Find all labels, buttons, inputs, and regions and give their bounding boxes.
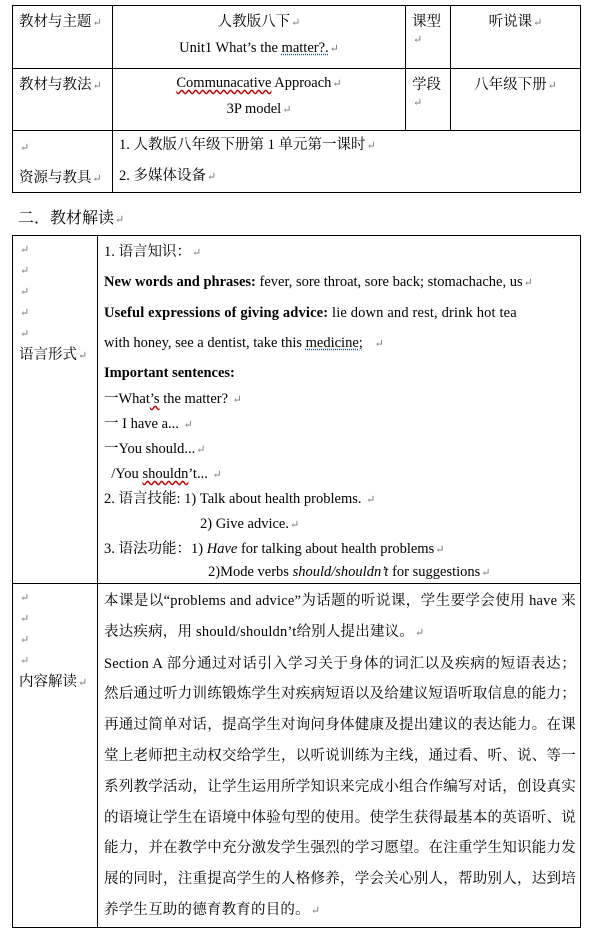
section-title: 二．教材解读↵ — [18, 210, 125, 227]
value-resources: 1. 人教版八年级下册第 1 单元第一课时↵ 2. 多媒体设备↵ — [113, 131, 581, 193]
label-language-form: ↵ ↵ ↵ ↵ ↵ 语言形式↵ — [13, 236, 98, 584]
content-language-form: 1. 语言知识：↵ New words and phrases: fever, sore throat, sore back; stomachache, us↵ Useful expressions of giving advice: lie down and rest, drink hot tea with honey, see a dentist, take this medicine; ↵ Important sentences: 一What’s the matter? ↵ 一 I have a... ↵ 一You should...↵ /You shouldn’t... ↵ 2. 语言技能: 1) Talk about health problems. ↵ 2) Give advice.↵ 3. 语法功能：1) Have for talking about health problems↵ 2)Mode verbs should/shouldn’t for suggestions↵ — [98, 236, 581, 584]
value-stage: 八年级下册↵ — [451, 69, 581, 131]
content-paragraph-2: Section A 部分通过对话引入学习关于身体的词汇以及疾病的短语表达；然后通过听力训练锻炼学生对疾病短语以及给建议短语听取信息的能力；再通过简单对话，提高学生对询问身体健康及提出建议的表达能力。在课堂上老师把主动权交给学生，以听说训练为主线，通过看、听、说、等一系列教学活动，让学生运用所学知识来完成小组合作编写对话，创设真实的语境让学生在语境中体验句型的使用。使学生获得最基本的英语听、说能力，并在教学中充分激发学生强烈的学习愿望。在注重学生知识能力发展的同时，注重提高学生的人格修养，学会关心别人，帮助别人，达到培养学生互助的德育教育的目的。↵ — [104, 655, 576, 918]
value-textbook-topic: 人教版八下↵ Unit1 What’s the matter?.↵ — [113, 6, 406, 69]
value-method: Communacative Approach↵ 3P model↵ — [113, 69, 406, 131]
label-resources: ↵ 资源与教具↵ — [13, 131, 113, 193]
label-stage: 学段↵ — [406, 69, 451, 131]
label-lesson-type: 课型↵ — [406, 6, 451, 69]
analysis-table — [12, 235, 581, 928]
content-analysis — [98, 584, 581, 928]
label-textbook-topic: 教材与主题↵ — [13, 6, 113, 69]
value-lesson-type: 听说课↵ — [451, 6, 581, 69]
content-paragraph-1: 本课是以“problems and advice”为话题的听说课，学生要学会使用 have 来表达疾病，用 should/shouldn’t给别人提出建议。↵ — [104, 593, 576, 640]
label-content-analysis: ↵ ↵ ↵ ↵ 内容解读↵ — [13, 584, 98, 928]
label-method: 教材与教法↵ — [13, 69, 113, 131]
info-table — [12, 5, 581, 193]
